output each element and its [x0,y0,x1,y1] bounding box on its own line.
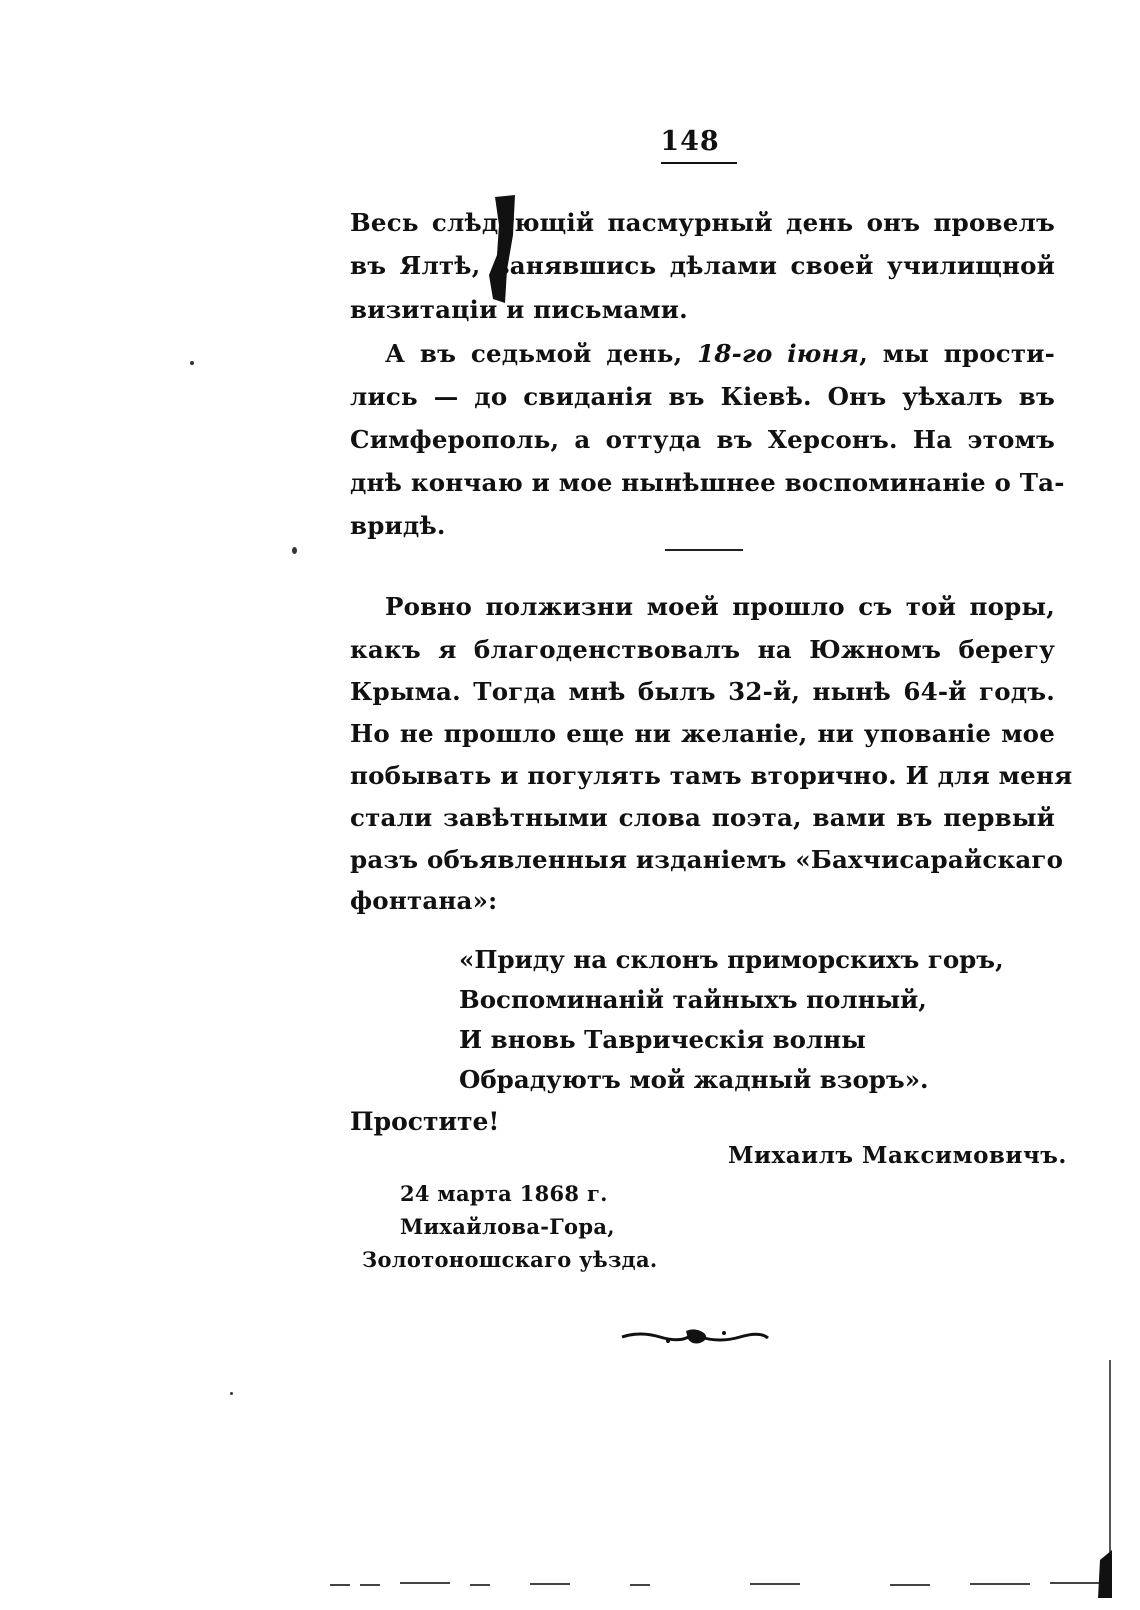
paragraph-2-line-1 [385,339,1055,369]
paragraph-2-line-1-start: А въ седьмой день, [385,339,683,368]
paragraph-2-date-italic: 18-го іюня [697,339,860,368]
end-ornament [620,1327,770,1347]
paragraph-3-line-3: Крыма. Тогда мнѣ былъ 32-й, нынѣ 64-й годъ. [350,677,1055,706]
place-line: Михайлова-Гора, [400,1214,615,1239]
paragraph-2-line-2: лись — до свиданія въ Кіевѣ. Онъ уѣхалъ въ [350,382,1055,411]
paragraph-3-line-1: Ровно полжизни моей прошло съ той поры, [385,592,1055,621]
paragraph-2-line-3: Симферополь, а оттуда въ Херсонъ. На этомъ [350,425,1055,454]
right-edge-smudge [1098,1550,1112,1598]
paragraph-1-line-1: Весь слѣдующій пасмурный день онъ провелъ [350,208,1055,237]
ornament-line-left [622,1334,690,1340]
district-line: Золотоношскаго уѣзда. [362,1247,658,1272]
date-line: 24 марта 1868 г. [400,1181,608,1206]
verse-line-3: И вновь Таврическія волны [459,1025,866,1054]
paragraph-2-line-1-end: , мы прости- [859,339,1055,368]
right-edge-mark [1098,1360,1114,1600]
page-number-underline [661,162,737,164]
scan-speck-2 [292,547,297,554]
paragraph-3-line-8: фонтана»: [350,886,498,915]
paragraph-2-line-4: днѣ кончаю и мое нынѣшнее воспоминаніе о Та- [350,468,1065,497]
paragraph-2-line-5: вридѣ. [350,511,446,540]
page-number: 148 [660,126,720,157]
ornament-dot-right [722,1331,726,1335]
paragraph-3-line-5: побывать и погулять тамъ вторично. И для меня [350,761,1073,790]
scan-speck-1 [190,361,194,365]
paragraph-1-line-2: въ Ялтѣ, занявшись дѣлами своей училищной [350,251,1055,280]
farewell: Простите! [350,1107,500,1136]
signature: Михаилъ Максимовичъ. [728,1142,1067,1169]
ornament-line-right [700,1334,768,1340]
section-divider [665,549,743,551]
paragraph-3-line-7: разъ объявленныя изданіемъ «Бахчисарайскаго [350,845,1064,874]
verse-line-4: Обрадуютъ мой жадный взоръ». [459,1065,929,1094]
paragraph-1-line-3: визитаціи и письмами. [350,295,688,324]
bottom-edge-dashes [330,1583,1110,1585]
bottom-edge-marks [330,1575,1120,1595]
verse-line-1: «Приду на склонъ приморскихъ горъ, [459,945,1004,974]
paragraph-3-line-2: какъ я благоденствовалъ на Южномъ берегу [350,635,1055,664]
ornament-dot-left [666,1339,670,1343]
paragraph-3-line-4: Но не прошло еще ни желаніе, ни упованіе мое [350,719,1055,748]
scan-speck-3 [230,1392,233,1395]
paragraph-3-line-6: стали завѣтными слова поэта, вами въ первый [350,803,1055,832]
verse-line-2: Воспоминаній тайныхъ полный, [459,985,927,1014]
